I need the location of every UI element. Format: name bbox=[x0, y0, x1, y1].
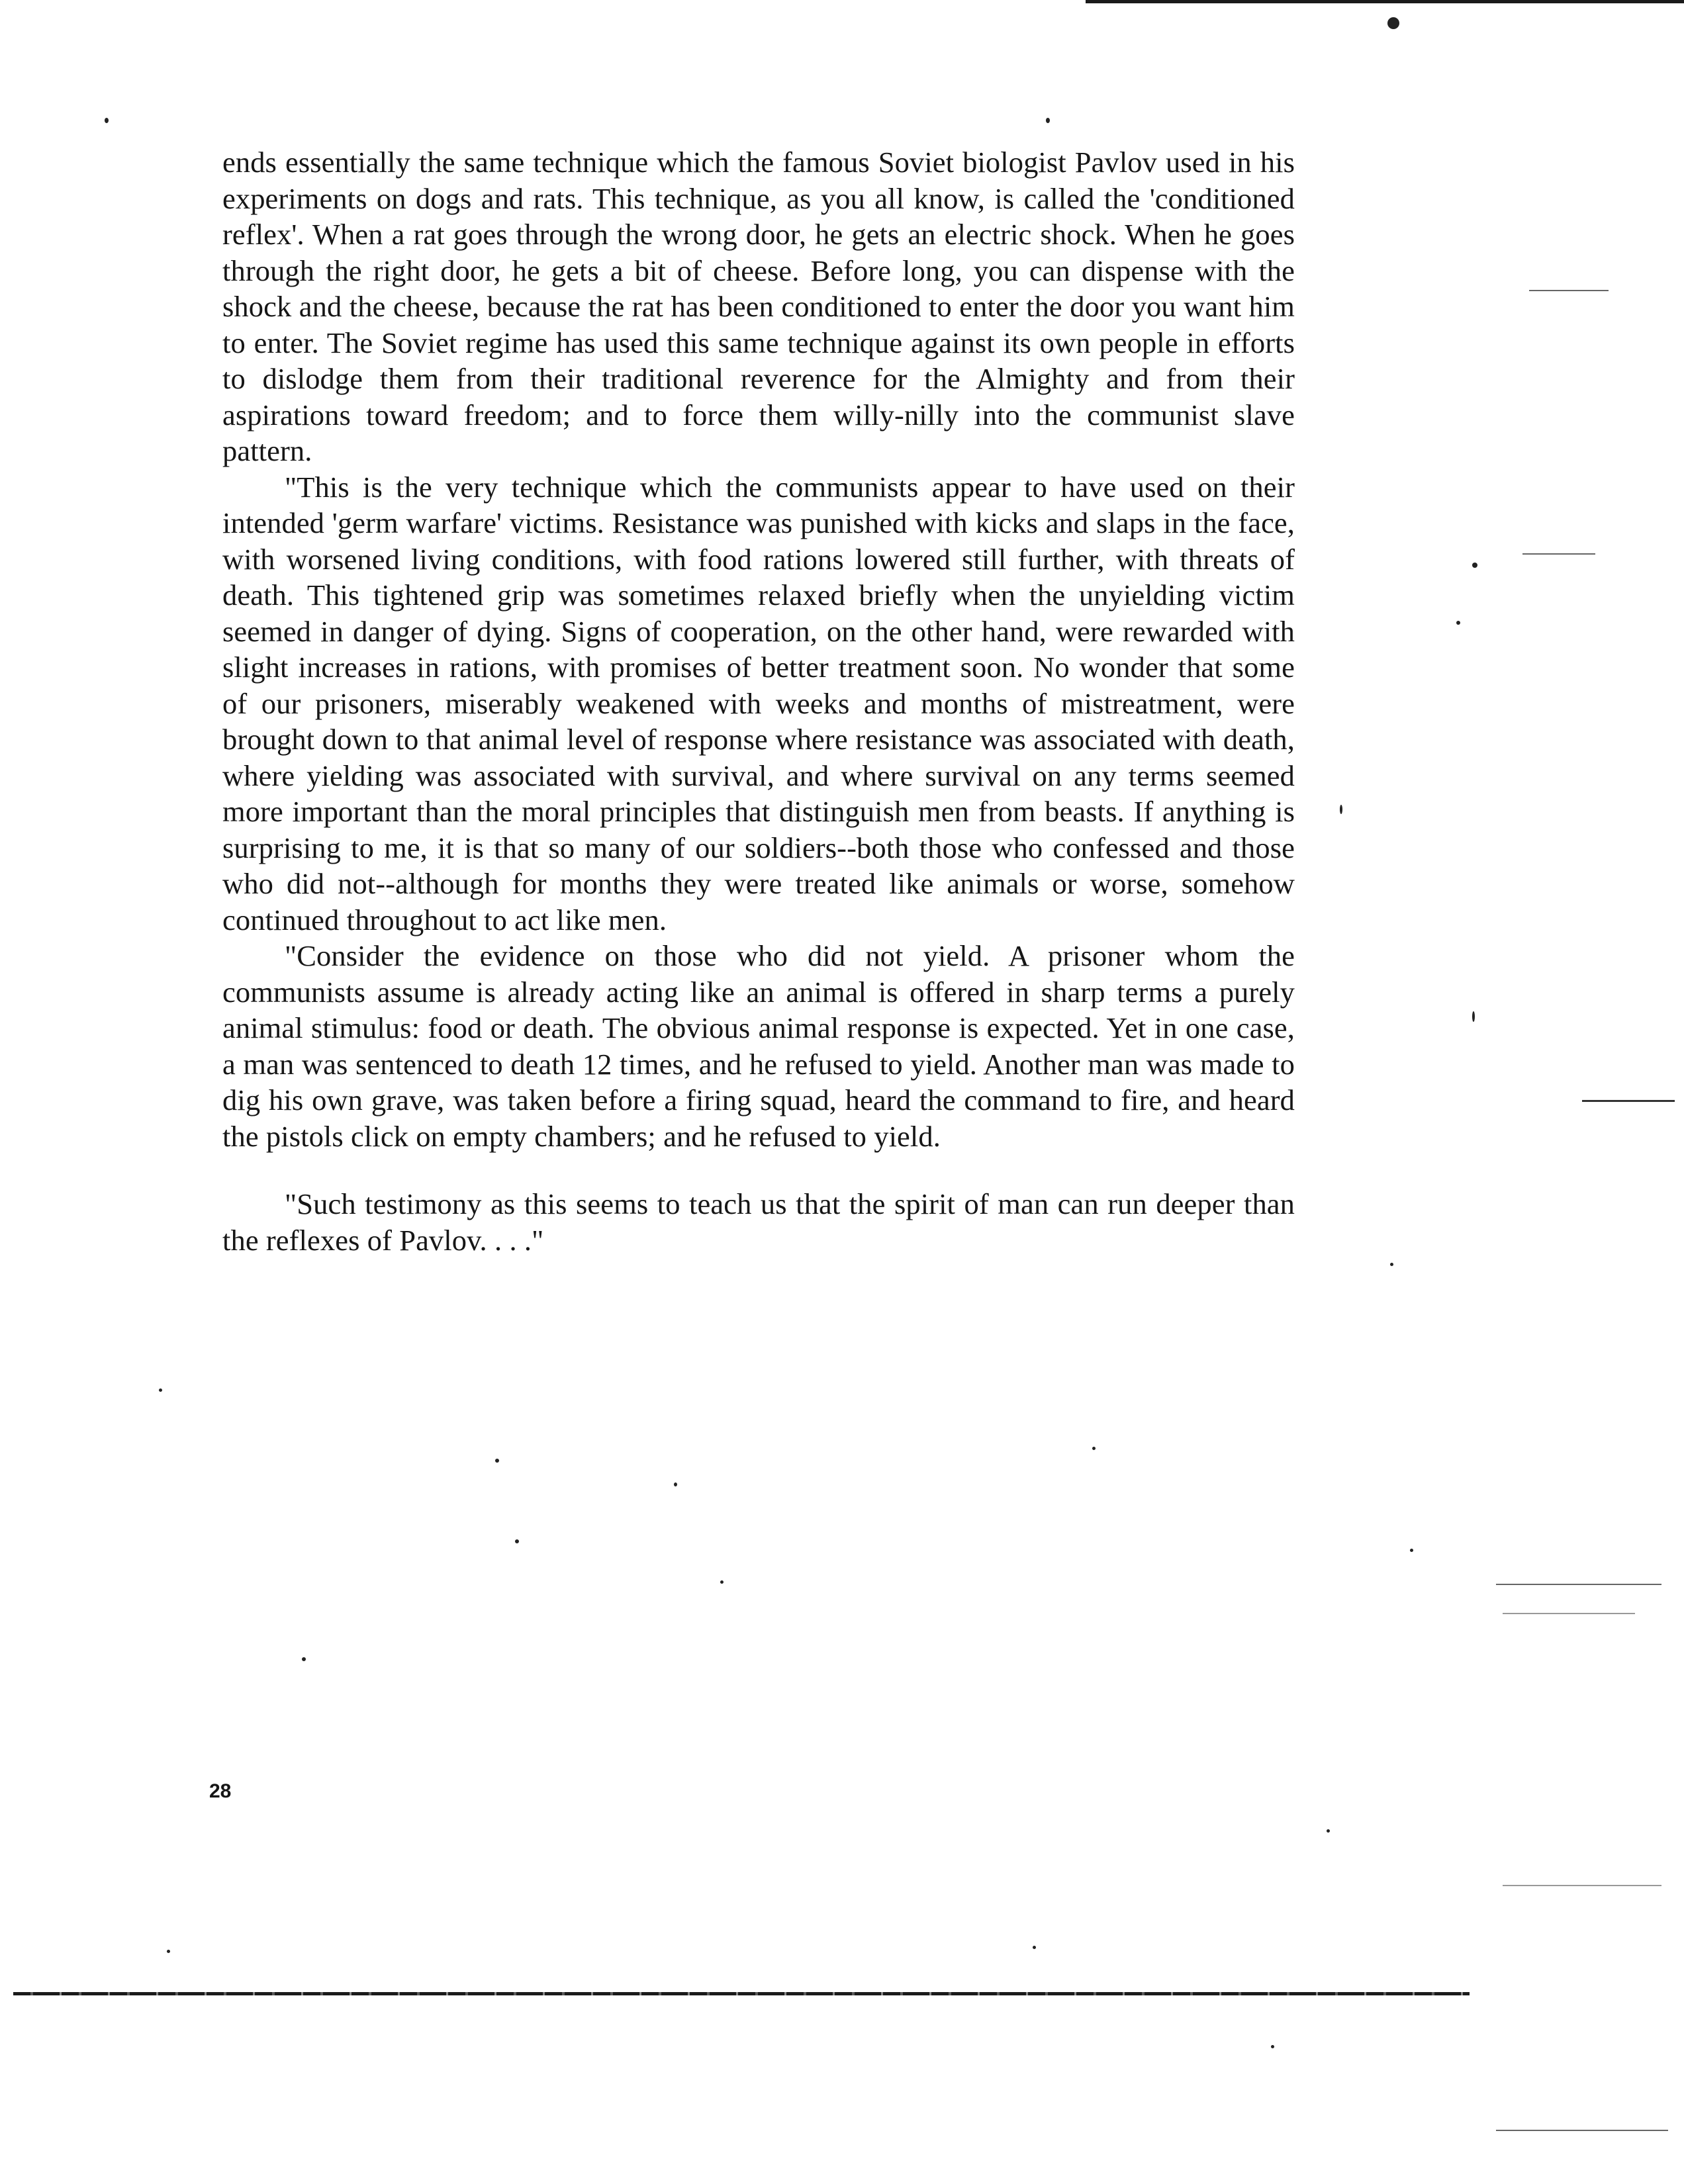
paragraph-2: "This is the very technique which the communists appear to have used on their intended 'germ warfare' victims. Resistance was punished with kicks and slaps in the face, with worsened living conditions, with food rations lowered still further, with threats of death. This tightened grip was sometimes relaxed briefly when the unyielding victim seemed in danger of dying. Signs of cooperation, on the other hand, were rewarded with slight increases in rations, with promises of better treatment soon. No wonder that some of our prisoners, miserably weakened with weeks and months of mistreatment, were brought down to that animal level of response where resistance was associated with death, where yielding was associated with survival, and where survival on any terms seemed more important than the moral principles that distinguish men from beasts. If anything is surprising to me, it is that so many of our soldiers--both those who confessed and those who did not--although for months they were treated like animals or worse, somehow continued throughout to act like men. bbox=[222, 470, 1295, 936]
paragraph-1: ends essentially the same technique which the famous Soviet biologist Pavlov used in his experiments on dogs and rats. This technique, as you all know, is called the 'conditioned reflex'. When a rat goes through the wrong door, he gets an electric shock. When he goes through the right door, he gets a bit of cheese. Before long, you can dispense with the shock and the cheese, because the rat has been conditioned to enter the door you want him to enter. The Soviet regime has used this same technique against its own people in efforts to dislodge them from their traditional reverence for the Almighty and from their aspirations toward freedom; and to force them willy-nilly into the communist slave pattern. bbox=[222, 146, 1295, 467]
paragraph-4: "Such testimony as this seems to teach us that the spirit of man can run deeper than the reflexes of Pavlov. . . ." bbox=[222, 1187, 1295, 1257]
scan-speck bbox=[167, 1950, 170, 1953]
top-edge-rule bbox=[1086, 0, 1684, 3]
scan-speck bbox=[515, 1539, 519, 1543]
scan-speck bbox=[1092, 1447, 1096, 1450]
scan-speck bbox=[105, 118, 109, 123]
scan-speck bbox=[1390, 1263, 1393, 1266]
scan-speck bbox=[159, 1388, 162, 1392]
scan-speck bbox=[1472, 1011, 1475, 1022]
scan-mark bbox=[1503, 1613, 1635, 1614]
scan-speck bbox=[495, 1459, 499, 1463]
scan-mark bbox=[1529, 290, 1609, 291]
scan-speck bbox=[1271, 2045, 1274, 2048]
scan-speck bbox=[720, 1580, 724, 1584]
scan-speck bbox=[1410, 1549, 1413, 1552]
scan-speck bbox=[302, 1657, 306, 1661]
scan-speck bbox=[674, 1482, 677, 1486]
scan-speck bbox=[1456, 621, 1460, 625]
paragraph-3: "Consider the evidence on those who did not yield. A prisoner whom the communists assume is already acting like an animal is offered in sharp terms a purely animal stimulus: food or death. The obvious animal response is expected. Yet in one case, a man was sentenced to death 12 times, and he refused to yield. Another man was made to dig his own grave, was taken before a firing squad, heard the command to fire, and heard the pistols click on empty chambers; and he refused to yield. bbox=[222, 939, 1295, 1153]
scan-speck bbox=[1387, 17, 1399, 29]
page-number: 28 bbox=[209, 1780, 232, 1802]
scan-speck bbox=[1046, 118, 1050, 123]
bottom-edge-rule bbox=[13, 1992, 1470, 1995]
scan-mark bbox=[1496, 1584, 1661, 1585]
scan-speck bbox=[1327, 1829, 1330, 1833]
body-text bbox=[222, 144, 1295, 1258]
scan-speck bbox=[1033, 1946, 1036, 1949]
scan-mark bbox=[1582, 1100, 1675, 1102]
scan-speck bbox=[1340, 805, 1342, 814]
scan-mark bbox=[1496, 2130, 1668, 2131]
scan-mark bbox=[1503, 1885, 1661, 1886]
scan-mark bbox=[1522, 553, 1595, 555]
scan-speck bbox=[1472, 563, 1477, 568]
